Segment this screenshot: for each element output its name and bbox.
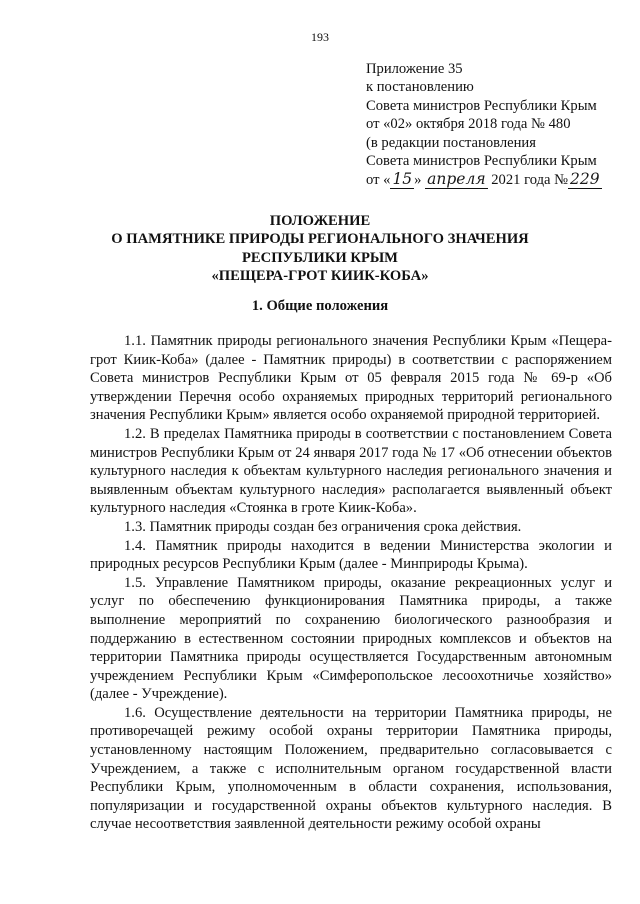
title-line: О ПАМЯТНИКЕ ПРИРОДЫ РЕГИОНАЛЬНОГО ЗНАЧЕНИЯ [111,231,529,248]
page-number: 193 [311,30,329,44]
title-line: «ПЕЩЕРА-ГРОТ КИИК-КОБА» [211,268,429,285]
document-body [90,332,612,834]
paragraph: 1.6. Осуществление деятельности на территории Памятника природы, не противоречащей режиму особой охраны территории Памятника природы, установленному настоящим Положением, предварительно согласовывается с Учреждением, а также с исполнительным органом государственной власти Республики Крым, уполномоченным в области сохранения, использования, популяризации и государственной охраны объектов культурного наследия. В случае несоответствия заявленной деятельности режиму особой охраны [90,704,612,833]
handwritten-month: апреля [427,170,486,189]
annex-line: Совета министров Республики Крым [366,153,597,170]
section-heading: 1. Общие положения [251,298,389,314]
title-line: РЕСПУБЛИКИ КРЫМ [242,249,398,266]
handwritten-number: 229 [570,170,600,189]
document-title [0,212,640,286]
title-line: ПОЛОЖЕНИЕ [269,213,371,229]
paragraph: 1.1. Памятник природы регионального значения Республики Крым «Пещера-грот Киик-Коба» (далее - Памятник природы) в соответствии с распоряжением Совета министров Республики Крым от 05 февраля 2015 года № 69-р «Об утверждении Перечня особо охраняемых природных территорий регионального значения Республики Крым» является особо охраняемой природной территорией. [90,333,612,424]
annex-line: Совета министров Республики Крым [366,97,597,114]
annex-line: к постановлению [366,79,474,96]
annex-date-prefix: от « [366,172,391,189]
paragraph: 1.2. В пределах Памятника природы в соответствии с постановлением Совета министров Республики Крым от 24 января 2017 года № 17 «Об отнесении объектов культурного наследия к объектам культурного наследия регионального значения и выявленным объектам культурного наследия» располагается выявленный объект культурного наследия «Стоянка в гроте Киик-Коба». [90,425,612,517]
annex-date-year: 2021 года № [491,172,569,189]
annex-line: от «02» октября 2018 года № 480 [366,116,571,133]
paragraph: 1.3. Памятник природы создан без ограничения срока действия. [124,518,522,535]
annex-block [366,60,626,190]
annex-line: Приложение 35 [366,61,463,77]
annex-date-sep: » [414,172,422,189]
handwritten-day: 15 [392,170,413,189]
paragraph: 1.4. Памятник природы находится в ведении Министерства экологии и природных ресурсов Республики Крым (далее - Минприроды Крыма). [90,537,612,573]
annex-date-line [366,170,626,189]
paragraph: 1.5. Управление Памятником природы, оказание рекреационных услуг и услуг по обеспечению функционирования Памятника природы, а также выполнение мероприятий по сохранению биологического разнообразия и поддержанию в естественном состоянии природных комплексов и объектов на территории Памятника природы осуществляется Государственным автономным учреждением Республики Крым «Симферопольское лесоохотничье хозяйство» (далее - Учреждение). [90,574,612,703]
annex-line: (в редакции постановления [366,134,536,151]
